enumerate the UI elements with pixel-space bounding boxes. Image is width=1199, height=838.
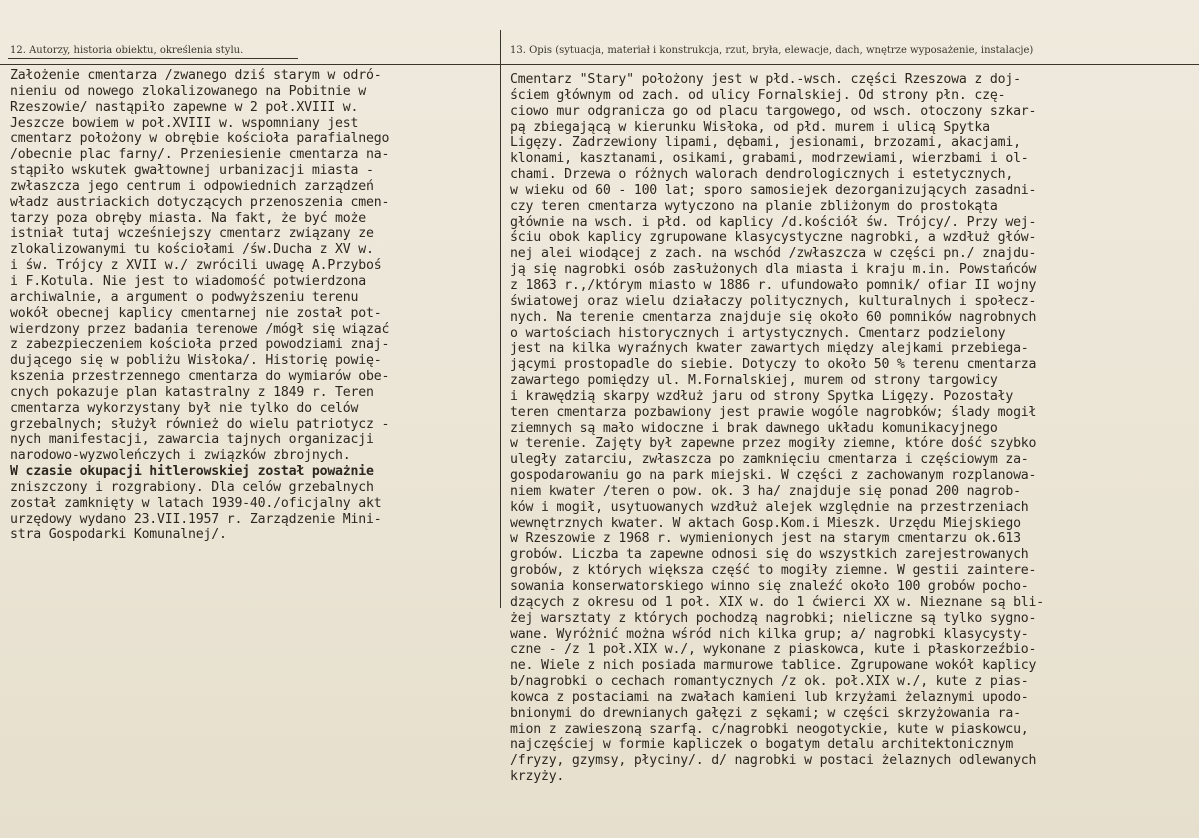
text-line: /fryzy, gzymsy, płyciny/. d/ nagrobki w postaci żelaznych odlewanych <box>510 753 1037 769</box>
text-line: chami. Drzewa o różnych walorach dendrologicznych i estetycznych, <box>510 167 1014 183</box>
text-line: urzędowy wydano 23.VII.1957 r. Zarządzenie Mini- <box>10 511 382 527</box>
text-line: mion z zawieszoną szarfą. c/nagrobki neogotyckie, kute w piaskowcu, <box>510 721 1029 737</box>
text-line: najczęściej w formie kapliczek o bogatym detalu architektonicznym <box>510 737 1014 753</box>
text-line: dującego się w pobliżu Wisłoka/. Historię powię- <box>10 353 382 369</box>
text-line: Założenie cmentarza /zwanego dziś starym w odró- <box>10 68 382 83</box>
text-line: został zamknięty w latach 1939-40./oficjalny akt <box>10 495 382 511</box>
text-line: gospodarowaniu go na park miejski. W części z zachowanym rozplanowa- <box>510 468 1037 484</box>
text-line: zlokalizowanymi tu kościołami /św.Ducha z XV w. <box>10 242 374 258</box>
text-line: zniszczony i rozgrabiony. Dla celów grzebalnych <box>10 479 374 495</box>
history-text-column <box>10 68 389 543</box>
text-line: cmentarza wykorzystany był nie tylko do celów <box>10 400 359 416</box>
text-line: głównie na wsch. i płd. od kaplicy /d.kościół św. Trójcy/. Przy wej- <box>510 214 1037 230</box>
text-line: nej alei wiodącej z zach. na wschód /zwłaszcza w części pn./ znajdu- <box>510 246 1037 262</box>
text-line: tarzy poza obręby miasta. Na fakt, że być może <box>10 210 367 226</box>
text-line: jest na kilka wyraźnych kwater zawartych między alejkami przebiega- <box>510 341 1029 357</box>
text-line: jącymi prostopadle do siebie. Dotyczy to około 50 % terenu cmentarza <box>510 357 1037 373</box>
text-line: archiwalnie, a argument o podwyższeniu terenu <box>10 289 359 305</box>
text-line: narodowo-wyzwoleńczych i związków zbrojnych. <box>10 448 351 464</box>
text-line: wierdzony przez badania terenowe /mógł się wiązać <box>10 321 390 337</box>
text-line: światowej oraz wielu działaczy politycznych, kulturalnych i społecz- <box>510 293 1037 309</box>
text-line: kowca z postaciami na zwałach kamieni lub krzyżami żelaznymi upodo- <box>510 689 1029 705</box>
text-line: ków i mogił, usytuowanych wzdłuż alejek względnie na przestrzeniach <box>510 499 1029 515</box>
section-12-header: 12. Autorzy, historia obiektu, określenia stylu. <box>10 45 244 56</box>
section-12-underline <box>8 58 298 59</box>
text-line: zwłaszcza jego centrum i odpowiednich zarządzeń <box>10 178 374 194</box>
text-line: i F.Kotula. Nie jest to wiadomość potwierdzona <box>10 273 367 289</box>
text-line: uległy zatarciu, zwłaszcza po zamknięciu cmentarza i częściowym za- <box>510 452 1029 468</box>
text-line: nieniu od nowego zlokalizowanego na Pobitnie w <box>10 83 367 99</box>
text-line: czy teren cmentarza wytyczono na planie zbliżonym do prostokąta <box>510 198 998 214</box>
text-line: cnych pokazuje plan katastralny z 1849 r. Teren <box>10 384 374 400</box>
text-line: grobów. Liczba ta zapewne odnosi się do wszystkich zarejestrowanych <box>510 547 1029 563</box>
text-line: istniał tutaj wcześniejszy cmentarz związany ze <box>10 226 374 242</box>
text-line: b/nagrobki o cechach romantycznych /z ok. poł.XIX w./, kute z pias- <box>510 674 1029 690</box>
text-line: w wieku od 60 - 100 lat; sporo samosiejek dezorganizujących zasadni- <box>510 182 1037 198</box>
text-line: kszenia przestrzennego cmentarza do wymiarów obe- <box>10 369 390 385</box>
column-divider <box>500 30 501 608</box>
text-line: nych manifestacji, zawarcia tajnych organizacji <box>10 432 374 448</box>
section-13-header: 13. Opis (sytuacja, materiał i konstrukcja, rzut, bryła, elewacje, dach, wnętrze wyposażenie, instalacje) <box>510 45 1034 56</box>
text-line: władz austriackich dotyczących przenoszenia cmen- <box>10 194 390 210</box>
text-line: krzyży. <box>510 769 565 785</box>
text-line: klonami, kasztanami, osikami, grabami, modrzewiami, wierzbami i ol- <box>510 151 1029 167</box>
text-line: nych. Na terenie cmentarza znajduje się około 60 pomników nagrobnych <box>510 309 1037 325</box>
text-line: dzących z okresu od 1 poł. XIX w. do 1 ćwierci XX w. Nieznane są bli- <box>510 594 1045 610</box>
text-line: pą zbiegającą w kierunku Wisłoka, od płd. murem i ulicą Spytka <box>510 119 990 135</box>
text-line: w terenie. Zajęty był zapewne przez mogiły ziemne, które dość szybko <box>510 436 1037 452</box>
text-line: ziemnych są mało widoczne i brak dawnego układu komunikacyjnego <box>510 420 998 436</box>
text-line: teren cmentarza pozbawiony jest prawie wogóle nagrobków; ślady mogił <box>510 404 1037 420</box>
text-line: z zabezpieczeniem kościoła przed powodziami znaj- <box>10 337 390 353</box>
text-line: /obecnie plac farny/. Przeniesienie cmentarza na- <box>10 147 390 163</box>
text-line: wewnętrznych kwater. W aktach Gosp.Kom.i Mieszk. Urzędu Miejskiego <box>510 515 1021 531</box>
text-line: grobów, z których większa część to mogiły ziemne. W gestii zaintere- <box>510 563 1037 579</box>
text-line: Jeszcze bowiem w poł.XVIII w. wspomniany jest <box>10 115 359 131</box>
text-line: niem kwater /teren o pow. ok. 3 ha/ znajduje się ponad 200 nagrob- <box>510 483 1021 499</box>
text-line: ją się nagrobki osób zasłużonych dla miasta i kraju m.in. Powstańców <box>510 262 1037 278</box>
text-line: bnionymi do drewnianych gałęzi z sękami; w części skrzyżowania ra- <box>510 705 1021 721</box>
text-line: ciowo mur odgranicza go od placu targowego, od wsch. otoczony szkar- <box>510 103 1037 119</box>
text-line: ne. Wiele z nich posiada marmurowe tablice. Zgrupowane wokół kaplicy <box>510 658 1037 674</box>
text-line: żej warsztaty z których pochodzą nagrobki; nieliczne są tylko sygno- <box>510 610 1037 626</box>
text-line: stąpiło wskutek gwałtownej urbanizacji miasta - <box>10 163 374 179</box>
text-line: z 1863 r.,/którym miasto w 1886 r. ufundowało pomnik/ ofiar II wojny <box>510 277 1037 293</box>
text-line: sowania konserwatorskiego winno się znaleźć około 100 grobów pocho- <box>510 579 1029 594</box>
text-line: ściem głównym od zach. od ulicy Fornalskiej. Od strony płn. czę- <box>510 87 1006 103</box>
text-line: ściu obok kaplicy zgrupowane klasycystyczne nagrobki, a wzdłuż głów- <box>510 230 1037 246</box>
text-line: wokół obecnej kaplicy cmentarnej nie został pot- <box>10 305 382 321</box>
text-line: W czasie okupacji hitlerowskiej został poważnie <box>10 464 374 480</box>
text-line: Ligęzy. Zadrzewiony lipami, dębami, jesionami, brzozami, akacjami, <box>510 135 1021 151</box>
text-line: Cmentarz "Stary" położony jest w płd.-wsch. części Rzeszowa z doj- <box>510 72 1021 87</box>
text-line: czne - /z 1 poł.XIX w./, wykonane z piaskowca, kute i płaskorzeźbio- <box>510 642 1037 658</box>
description-text-column <box>510 72 1044 785</box>
text-line: i św. Trójcy z XVII w./ zwrócili uwagę A.Przyboś <box>10 258 382 274</box>
text-line: cmentarz położony w obrębie kościoła parafialnego <box>10 131 390 147</box>
text-line: zawartego pomiędzy ul. M.Fornalskiej, murem od strony targowicy <box>510 373 998 389</box>
text-line: Rzeszowie/ nastąpiło zapewne w 2 poł.XVIII w. <box>10 99 359 115</box>
text-line: i krawędzią skarpy wzdłuż jaru od strony Spytka Ligęzy. Pozostały <box>510 388 1014 404</box>
text-line: grzebalnych; służył również do wielu patriotycz - <box>10 416 390 432</box>
text-line: w Rzeszowie z 1968 r. wymienionych jest na starym cmentarzu ok.613 <box>510 531 1021 547</box>
text-line: wane. Wyróżnić można wśród nich kilka grup; a/ nagrobki klasycysty- <box>510 626 1029 642</box>
text-line: stra Gospodarki Komunalnej/. <box>10 527 227 543</box>
text-line: o wartościach historycznych i artystycznych. Cmentarz podzielony <box>510 325 1006 341</box>
header-rule <box>0 64 1199 65</box>
